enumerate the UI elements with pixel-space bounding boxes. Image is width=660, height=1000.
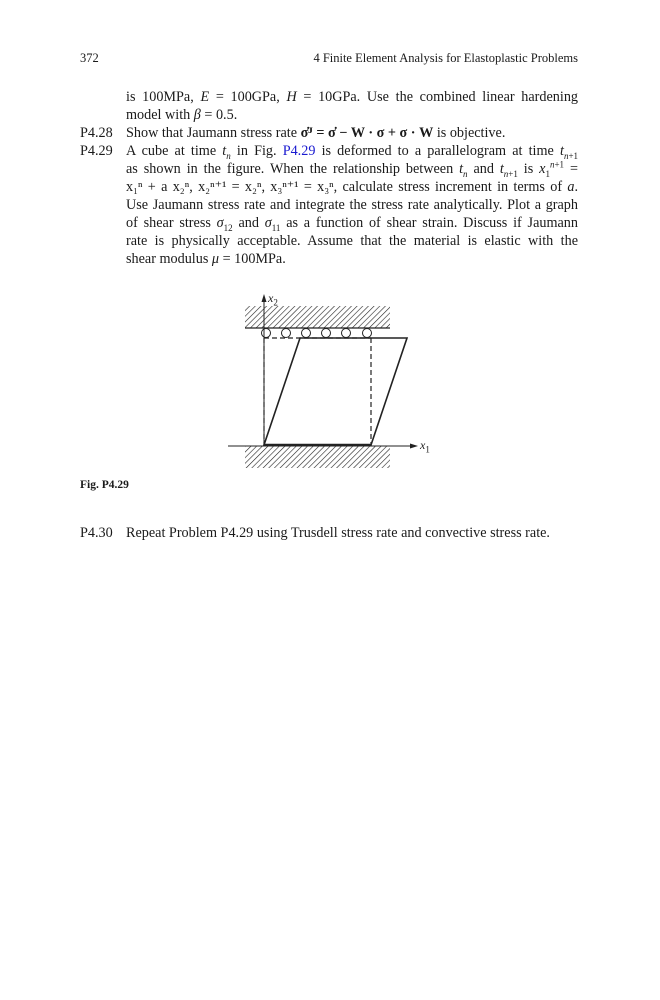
figure-reference-link[interactable]: P4.29 xyxy=(282,143,316,159)
page-number: 372 xyxy=(80,51,99,65)
x2-axis-arrow xyxy=(262,294,267,302)
x2-axis-label: $x_2$ xyxy=(268,291,278,308)
problem-number: P4.28 xyxy=(80,125,113,141)
running-head: 4 Finite Element Analysis for Elastoplastic Problems xyxy=(313,51,578,65)
problem-number: P4.29 xyxy=(80,143,113,159)
jaumann-formula: σ̇ᴶ = σ̇ − W · σ + σ · W xyxy=(300,125,434,141)
problem-number: P4.30 xyxy=(80,525,113,541)
roller-supports xyxy=(262,329,372,338)
continuation-line-2: model with β = 0.5. xyxy=(126,107,238,123)
problem-p4-30 xyxy=(80,524,578,542)
figure-caption: Fig. P4.29 xyxy=(80,479,129,491)
p4-29-line-6: rate is physically acceptable. Assume that the material is elastic with the xyxy=(126,233,578,249)
original-cube-dashed xyxy=(264,338,371,445)
deformation-diagram xyxy=(222,288,442,473)
problem-p4-29 xyxy=(80,142,578,268)
p4-29-line-5: of shear stress $\sigma_{12}$ and $\sigma_{11}$ as a function of shear strain. Discuss if Jaumann xyxy=(126,215,578,233)
deformed-parallelogram xyxy=(264,338,407,445)
p4-30-text: Repeat Problem P4.29 using Trusdell stress rate and convective stress rate. xyxy=(126,525,550,541)
p4-29-line-3: x₁ⁿ + a x₂ⁿ, x₂ⁿ⁺¹ = x₂ⁿ, x₃ⁿ⁺¹ = x₃ⁿ, calculate stress increment in terms of a. xyxy=(126,179,578,195)
x1-axis-label: $x_1$ xyxy=(420,438,430,455)
x1-axis-arrow xyxy=(410,444,418,449)
problem-p4-28: P4.28 Show that Jaumann stress rate σ̇ᴶ = σ̇ − W · σ + σ · W is objective. xyxy=(80,125,506,141)
problem-text-block xyxy=(80,88,578,268)
p4-29-line-2: as shown in the figure. When the relationship between $t_n$ and $t_{n+1}$ is $x_1^{n+1}$ = xyxy=(126,159,578,179)
p4-29-line-1: A cube at time $t_n$ in Fig. P4.29 is deformed to a parallelogram at time $t_{n+1}$ xyxy=(126,143,579,161)
deformation-figure xyxy=(222,288,442,473)
deformation-map-formula: x₁ⁿ + a x₂ⁿ, x₂ⁿ⁺¹ = x₂ⁿ, x₃ⁿ⁺¹ = x₃ⁿ xyxy=(126,179,334,195)
top-wall-hatch xyxy=(245,306,390,328)
p4-29-line-7: shear modulus μ = 100MPa. xyxy=(126,251,286,267)
continuation-line-1: is 100MPa, E = 100GPa, H = 10GPa. Use the combined linear hardening xyxy=(126,89,579,105)
p4-29-line-4: Use Jaumann stress rate and integrate the stress rate analytically. Plot a graph xyxy=(126,197,578,213)
bottom-wall-hatch xyxy=(245,446,390,468)
